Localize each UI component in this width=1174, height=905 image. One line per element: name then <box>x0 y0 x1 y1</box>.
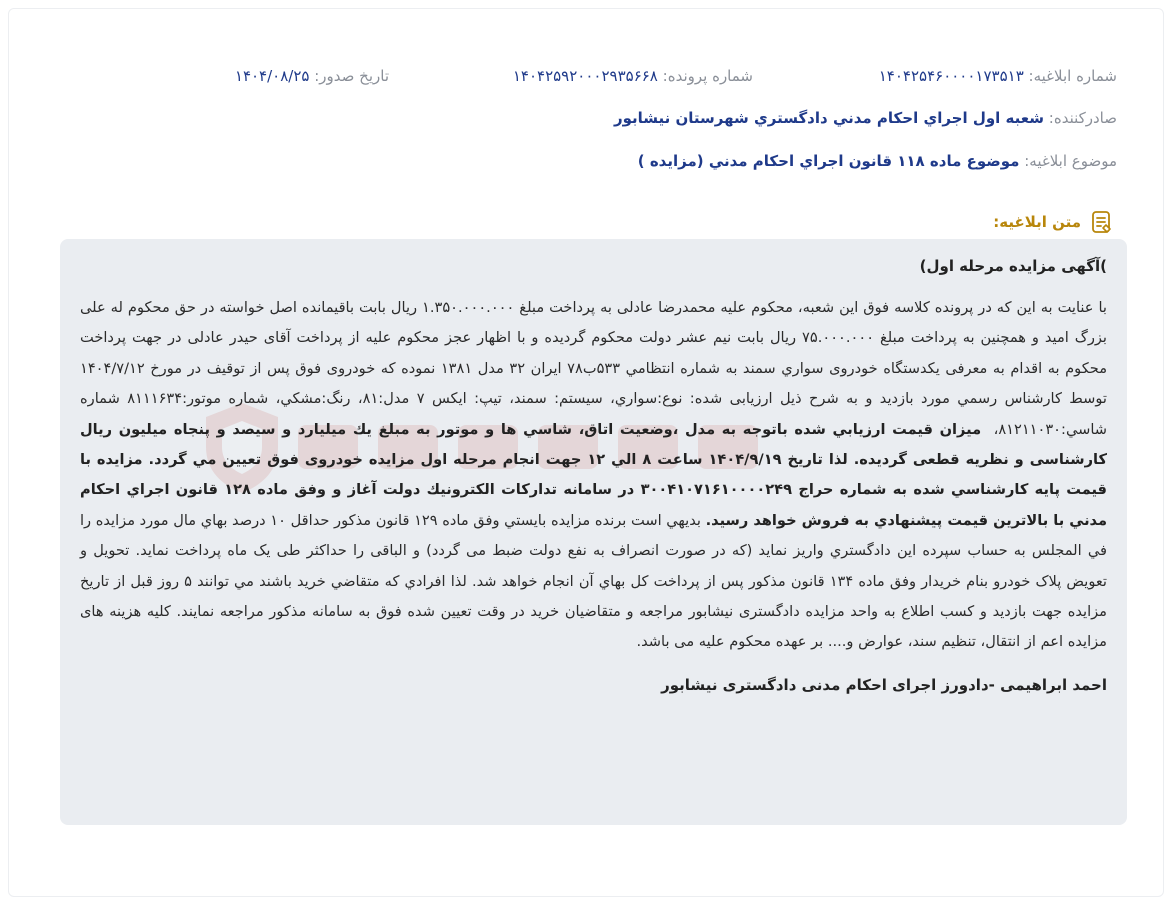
notice-paragraph <box>80 293 1107 658</box>
case-number <box>513 67 753 85</box>
case-number-label: شماره پرونده: <box>662 67 753 85</box>
subject-value: موضوع ماده ۱۱۸ قانون اجراي احكام مدني (مزايده ) <box>637 152 1020 170</box>
issuer-label: صادرکننده: <box>1048 109 1117 127</box>
subject-label: موضوع ابلاغیه: <box>1024 152 1117 170</box>
notice-text-part-3: بديهي است برنده مزايده بايستي وفق ماده ۱۲۹ قانون مذكور حداقل ۱۰ درصد بهاي مال مورد مزايده را في المجلس به حساب سپرده اين دادگستري واريز نمايد (که در صورت انصراف به نفع دولت ضبط مى گردد) و الباقی را حداكثر طی یک ماه پرداخت نمايد. تحویل و تعویض پلاک خودرو بنام خریدار وفق ماده ۱۳۴ قانون مذکور پس از پرداخت کل بهاي آن انجام خواهد شد. لذا افرادي كه متقاضي خريد باشند مي توانند ۵ روز قبل از تاريخ مزايده جهت بازديد و كسب اطلاع به واحد مزایده دادگستری نیشابور مراجعه و متقاضیان خرید در وقت تعیین شده فوق به سامانه مذکور مراجعه نمایند. کلیه هزینه های مزایده اعم از انتقال، تنظیم سند، عوارض و.... بر عهده محکوم علیه می باشد. <box>80 511 1107 651</box>
issue-date <box>235 67 389 85</box>
issue-date-value: ۱۴۰۴/۰۸/۲۵ <box>234 67 310 85</box>
case-number-value: ۱۴۰۴۲۵۹۲۰۰۰۲۹۳۵۶۶۸ <box>512 67 658 85</box>
document-list-icon <box>1089 209 1115 235</box>
issuer-value: شعبه اول اجراي احكام مدني دادگستري شهرستان نيشابور <box>613 109 1044 127</box>
subject-row <box>638 152 1117 170</box>
notice-title: )آگهی مزایده مرحله اول) <box>919 257 1107 275</box>
notice-number-value: ۱۴۰۴۲۵۴۶۰۰۰۰۱۷۳۵۱۳ <box>878 67 1024 85</box>
notice-text-part-1: با عنايت به اين كه در پرونده كلاسه فوق اين شعبه، محكوم عليه محمدرضا عادلی به پرداخت مبلغ ۱.۳۵۰.۰۰۰.۰۰۰ ريال بابت باقيمانده اصل خواسته در حق محکوم له علی بزرگ امید و همچنين به پرداخت مبلغ ۷۵.۰۰۰.۰۰۰ ريال بابت نيم عشر دولت محكوم گرديده و با اظهار عجز محكوم عليه از پرداخت آقای حیدر عادلی در جهت پرداخت محکوم به اقدام به معرفی يكدستگاه خودروی سواري سمند به شماره انتظامي ۵۳۳ب۷۸ ايران ۳۲ مدل ۱۳۸۱ نموده كه خودروی فوق پس از توقیف در مورخ ۱۴۰۴/۷/۱۲ توسط کارشناس رسمي مورد بازديد و به شرح ذيل ارزيابی شده: نوع:سواري، سيستم: سمند، تيپ: ايكس ۷ مدل:۸۱، رنگ:مشكي، شماره موتور:۸۱۱۱۶۳۴ شماره شاسي:۸۱۲۱۱۰۳۰، <box>80 299 1108 438</box>
issuer-row <box>614 109 1117 127</box>
notice-heading-label: متن ابلاغیه: <box>993 213 1081 231</box>
notice-number-label: شماره ابلاغیه: <box>1028 67 1117 85</box>
notice-text-part-2: ميزان قيمت ارزيابي شده باتوجه به مدل ،وضعيت اتاق، شاسي ها و موتور به مبلغ يك ميليارد و سيصد و پنجاه میلیون ريال كارشناسی و نظريه قطعی گرديده. لذا تاريخ ۱۴۰۴/۹/۱۹ ساعت ۸ الي ۱۲ جهت انجام مرحله اول مزايده خودروی فوق تعيين مي گردد. مزايده با قيمت پايه كارشناسي شده به شماره حراج ۳۰۰۴۱۰۷۱۶۱۰۰۰۰۲۴۹ در سامانه تداركات الكترونيك دولت آغاز و وفق ماده ۱۲۸ قانون اجراي احكام مدني با بالاترين قيمت پيشنهادي به فروش خواهد رسيد. <box>80 420 1108 529</box>
signature: احمد ابراهیمی -دادورز اجرای احکام مدنی دادگستری نیشابور <box>661 675 1107 694</box>
issue-date-label: تاریخ صدور: <box>314 67 389 85</box>
notice-heading <box>993 209 1115 235</box>
notice-number <box>879 67 1117 85</box>
notice-body <box>60 239 1127 825</box>
